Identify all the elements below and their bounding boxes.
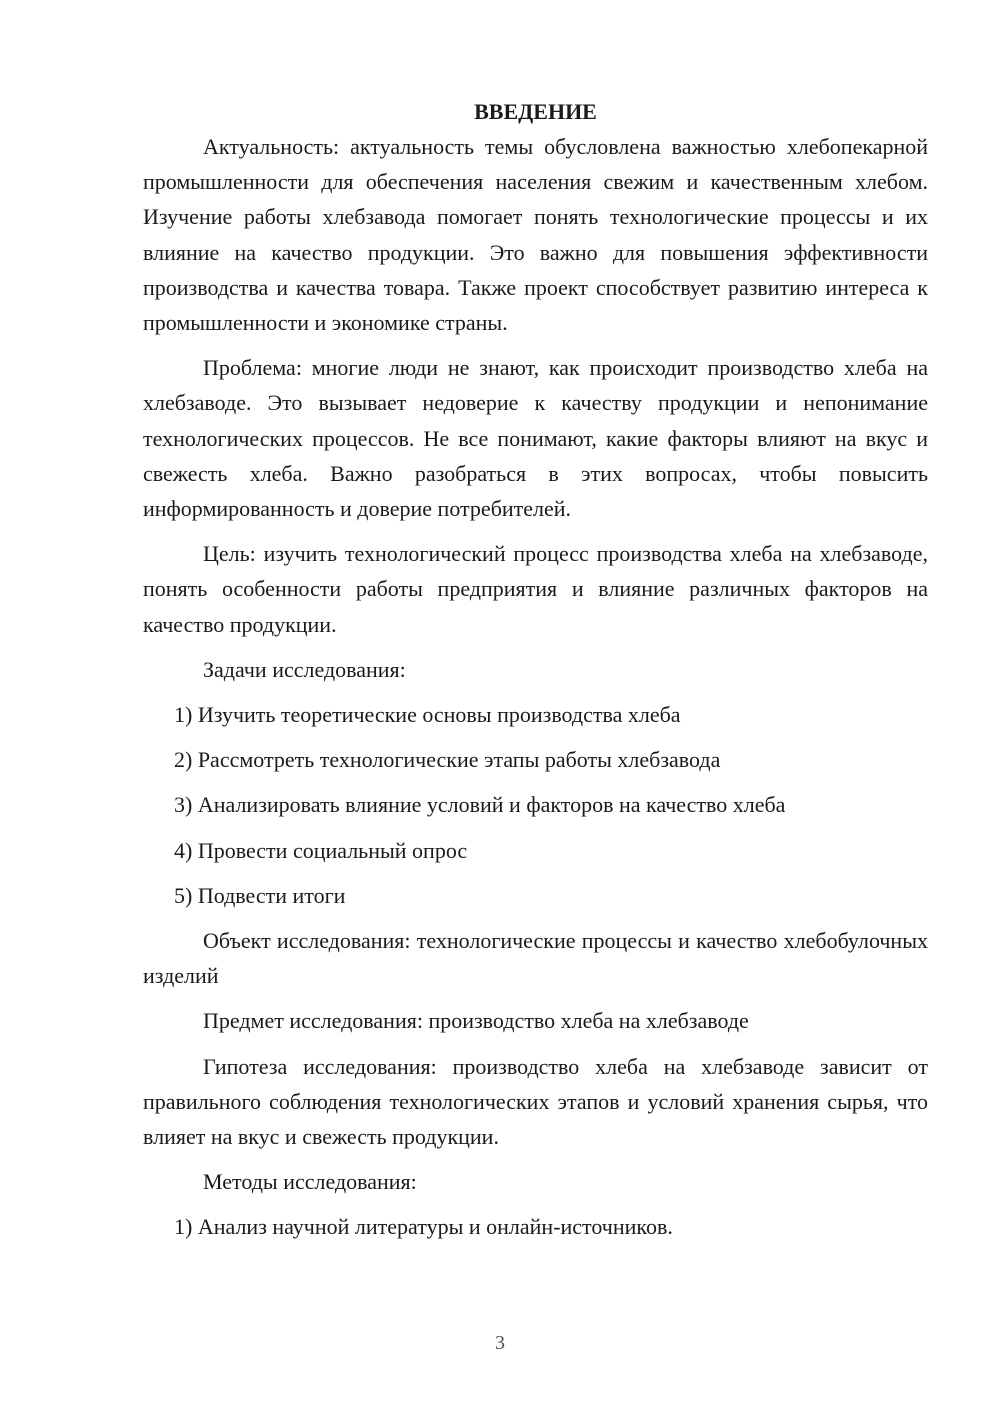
paragraph-object: Объект исследования: технологические процессы и качество хлебобулочных изделий <box>143 928 928 989</box>
list-item: 1) Анализ научной литературы и онлайн-источников. <box>174 1214 673 1240</box>
list-item: 1) Изучить теоретические основы производства хлеба <box>174 702 681 728</box>
paragraph-problem: Проблема: многие люди не знают, как происходит производство хлеба на хлебзаводе. Это вызывает недоверие к качеству продукции и непонимание технологических процессов. Не все понимают, какие факторы влияют на вкус и свежесть хлеба. Важно разобраться в этих вопросах, чтобы повысить информированность и доверие потребителей. <box>143 355 928 522</box>
list-item: 3) Анализировать влияние условий и факторов на качество хлеба <box>174 792 786 818</box>
list-item: 2) Рассмотреть технологические этапы работы хлебзавода <box>174 747 721 773</box>
page-number: 3 <box>495 1332 505 1354</box>
paragraph-hypothesis: Гипотеза исследования: производство хлеба на хлебзаводе зависит от правильного соблюдения технологических этапов и условий хранения сырья, что влияет на вкус и свежесть продукции. <box>143 1053 928 1150</box>
list-item: 4) Провести социальный опрос <box>174 837 468 863</box>
document-page <box>143 94 928 1255</box>
paragraph-subject: Предмет исследования: производство хлеба на хлебзаводе <box>203 1008 749 1034</box>
tasks-list <box>143 697 928 913</box>
list-item: 5) Подвести итоги <box>174 882 346 908</box>
paragraph-goal: Цель: изучить технологический процесс производства хлеба на хлебзаводе, понять особенности работы предприятия и влияние различных факторов на качество продукции. <box>143 541 928 637</box>
methods-list <box>143 1209 928 1244</box>
paragraph-relevance: Актуальность: актуальность темы обусловлена важностью хлебопекарной промышленности для обеспечения населения свежим и качественным хлебом. Изучение работы хлебзавода помогает понять технологические процессы и их влияние на качество продукции. Это важно для повышения эффективности производства и качества товара. Также проект способствует развитию интереса к промышленности и экономике страны. <box>143 134 928 336</box>
tasks-heading: Задачи исследования: <box>203 656 406 682</box>
document-title: ВВЕДЕНИЕ <box>474 99 597 124</box>
methods-heading: Методы исследования: <box>203 1169 417 1195</box>
